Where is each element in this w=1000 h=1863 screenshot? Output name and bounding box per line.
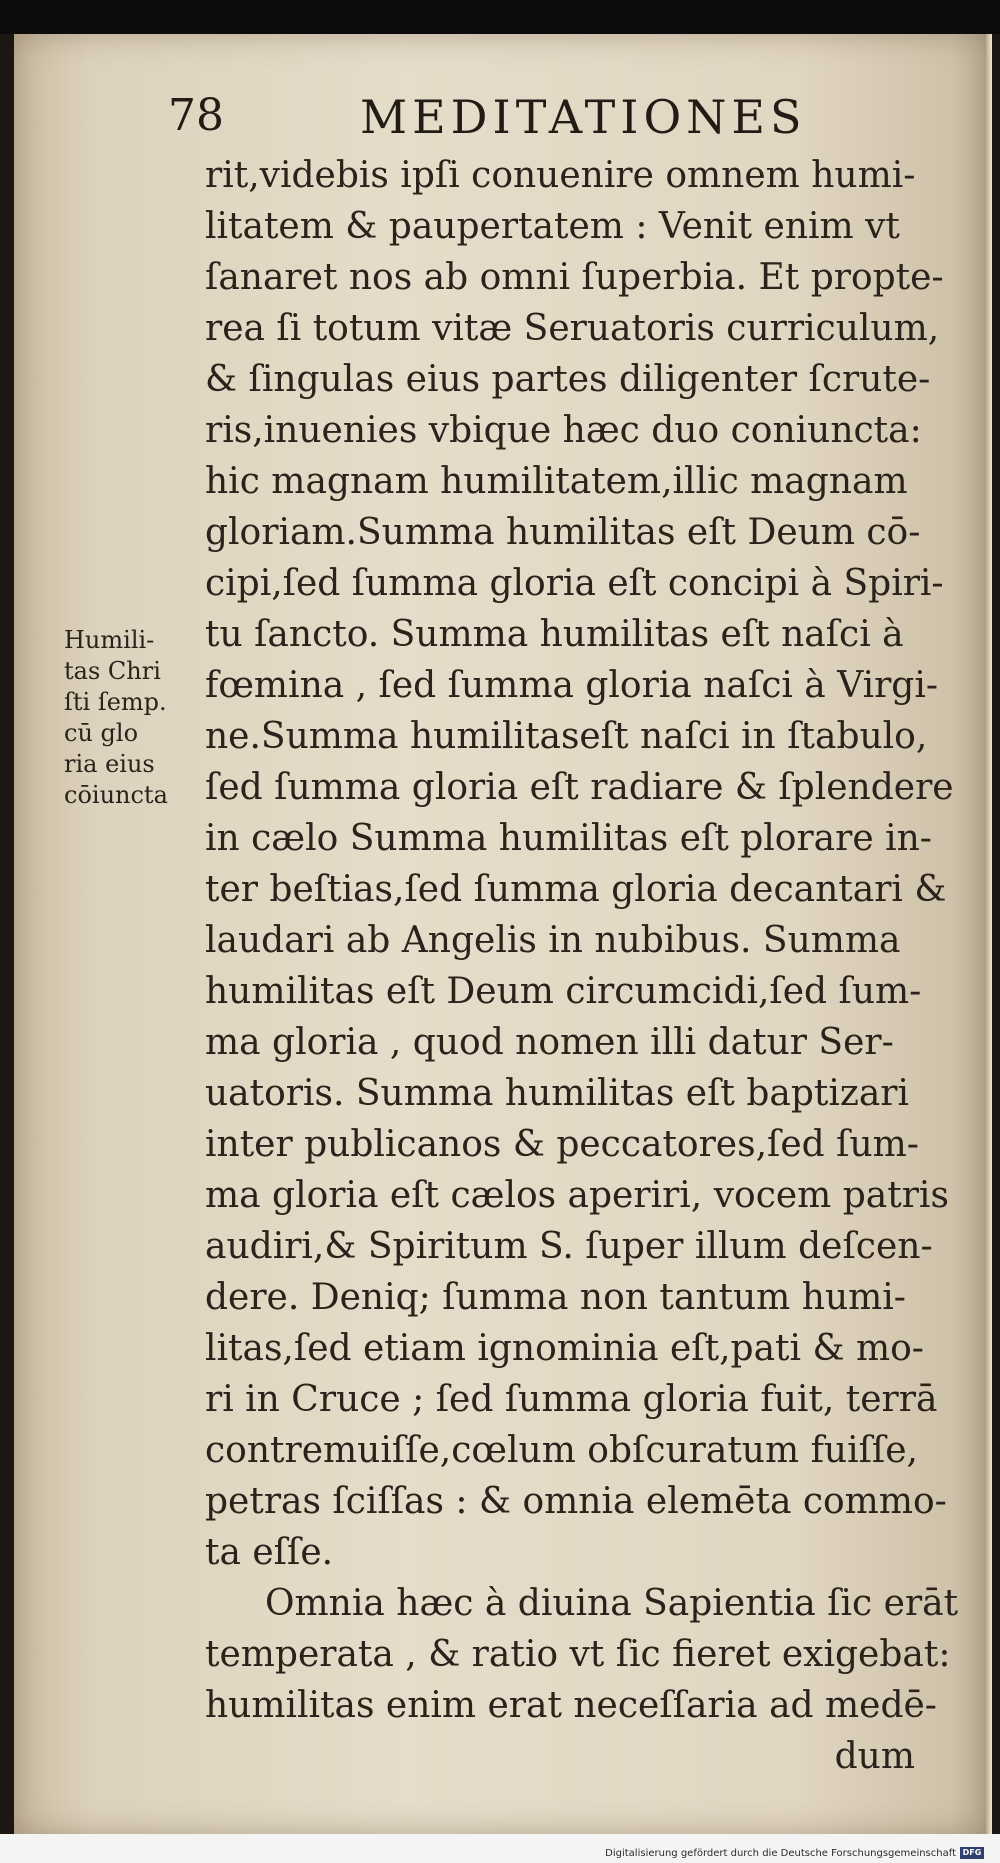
text-line: ſanaret nos ab omni ſuperbia. Et propte-: [205, 257, 944, 298]
text-line: ter beſtias,ſed ſumma gloria decantari &: [205, 869, 947, 910]
text-line: inter publicanos & peccatores,ſed ſum-: [205, 1124, 919, 1165]
scan-top-band: [0, 0, 1000, 34]
text-line: hic magnam humilitatem,illic magnam: [205, 461, 908, 502]
text-line: in cælo Summa humilitas eſt plorare in-: [205, 818, 932, 859]
text-line: ma gloria eſt cælos aperiri, vocem patris: [205, 1175, 949, 1216]
text-line: uatoris. Summa humilitas eſt baptizari: [205, 1073, 910, 1114]
margin-note-line: cōiuncta: [64, 781, 168, 809]
text-line: rit,videbis ipſi conuenire omnem humi-: [205, 155, 916, 196]
page-edge: [986, 34, 992, 1834]
text-line: humilitas enim erat neceſſaria ad medē-: [205, 1685, 937, 1726]
text-line: temperata , & ratio vt ſic fieret exigebat:: [205, 1634, 951, 1675]
text-line: contremuiſſe,cœlum obſcuratum fuiſſe,: [205, 1430, 918, 1471]
text-line: tu ſancto. Summa humilitas eſt naſci à: [205, 614, 904, 655]
margin-note-line: ſti ſemp.: [64, 688, 167, 716]
text-line: & ſingulas eius partes diligenter ſcrute-: [205, 359, 931, 400]
text-line: ri in Cruce ; ſed ſumma gloria fuit, terrā: [205, 1379, 938, 1420]
text-line: ris,inuenies vbique hæc duo coniuncta:: [205, 410, 922, 451]
margin-note-line: tas Chri: [64, 657, 161, 685]
text-line: ne.Summa humilitaseſt naſci in ſtabulo,: [205, 716, 928, 757]
text-line: laudari ab Angelis in nubibus. Summa: [205, 920, 901, 961]
text-line: ſed ſumma gloria eſt radiare & ſplendere: [205, 767, 954, 808]
margin-note: [64, 625, 212, 811]
page-number: 78: [168, 90, 224, 141]
text-line: cipi,ſed ſumma gloria eſt concipi à Spiri-: [205, 563, 944, 604]
text-line: ta eſſe.: [205, 1532, 334, 1573]
catchword: dum: [834, 1736, 915, 1777]
text-line: litas,ſed etiam ignominia eſt,pati & mo-: [205, 1328, 924, 1369]
page-header: [0, 90, 1000, 150]
text-line: humilitas eſt Deum circumcidi,ſed ſum-: [205, 971, 922, 1012]
text-line: petras ſciſſas : & omnia elemēta commo-: [205, 1481, 947, 1522]
text-line: rea ſi totum vitæ Seruatoris curriculum,: [205, 308, 940, 349]
margin-note-line: Humili-: [64, 626, 155, 654]
text-line: litatem & paupertatem : Venit enim vt: [205, 206, 900, 247]
text-line: audiri,& Spiritum S. ſuper illum deſcen-: [205, 1226, 933, 1267]
margin-note-line: ria eius: [64, 750, 155, 778]
footer-band: [0, 1834, 1000, 1863]
running-head: MEDITATIONES: [360, 90, 807, 144]
dfg-logo-icon: DFG: [960, 1847, 984, 1859]
text-line: gloriam.Summa humilitas eſt Deum cō-: [205, 512, 921, 553]
body-text: [205, 150, 959, 1782]
margin-note-line: cū glo: [64, 719, 139, 747]
funding-credit: [605, 1847, 984, 1859]
credit-text: Digitalisierung gefördert durch die Deutsche Forschungsgemeinschaft: [605, 1847, 956, 1859]
text-line: Omnia hæc à diuina Sapientia ſic erāt: [265, 1583, 959, 1624]
text-line: dere. Deniq; ſumma non tantum humi-: [205, 1277, 906, 1318]
text-line: fœmina , ſed ſumma gloria naſci à Virgi-: [205, 665, 939, 706]
text-line: ma gloria , quod nomen illi datur Ser-: [205, 1022, 894, 1063]
